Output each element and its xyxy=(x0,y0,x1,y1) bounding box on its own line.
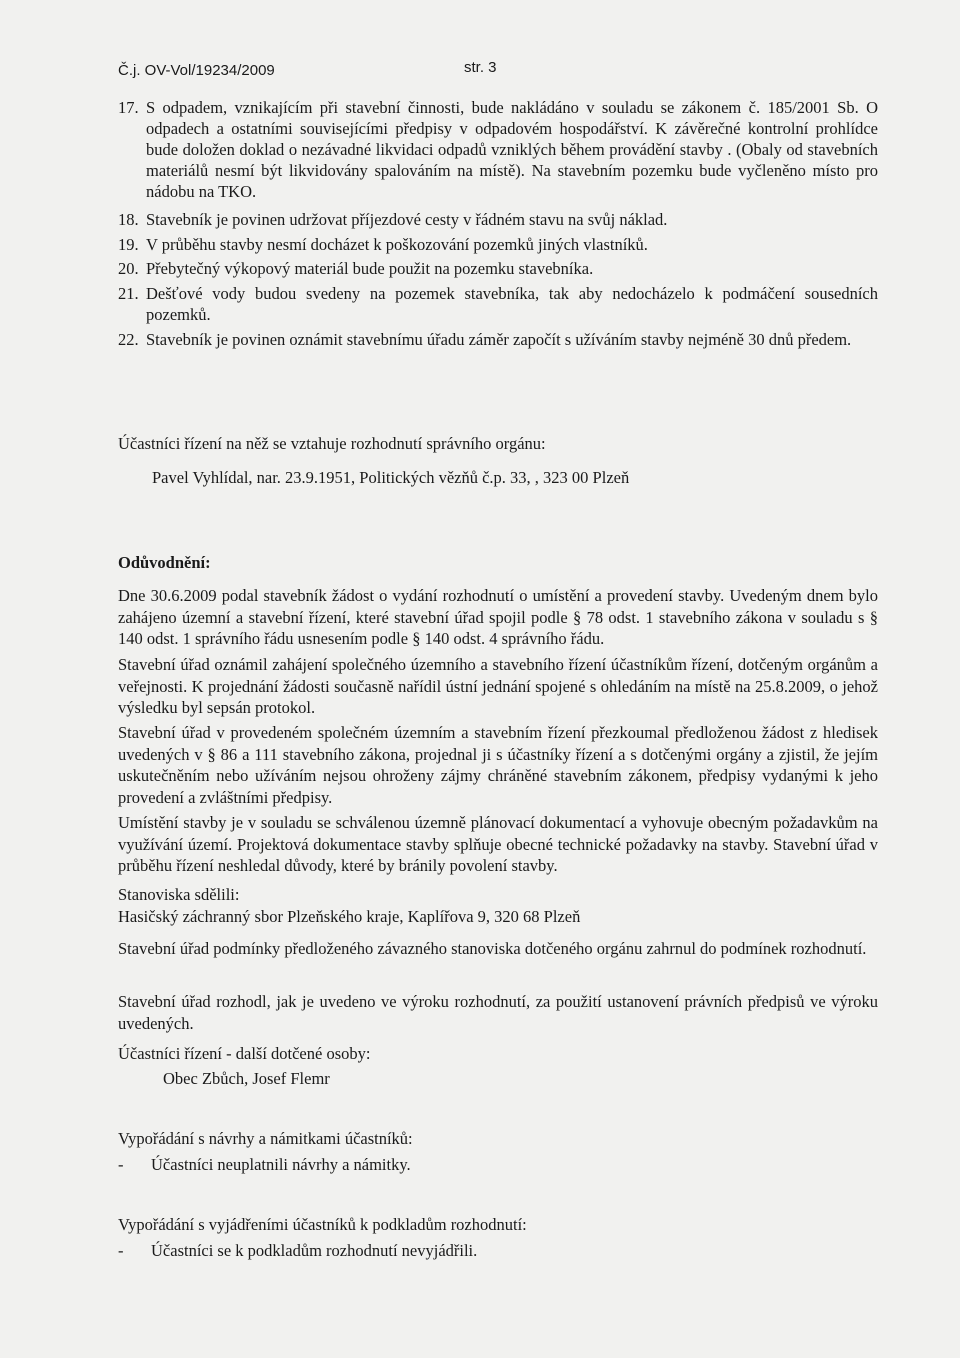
reference-number: Č.j. OV-Vol/19234/2009 xyxy=(118,62,275,79)
condition-number: 20. xyxy=(118,259,139,278)
condition-text: V průběhu stavby nesmí docházet k poškozování pozemků jiných vlastníků. xyxy=(146,235,648,254)
condition-item xyxy=(118,283,878,325)
participants-heading: Účastníci řízení na něž se vztahuje rozhodnutí správního orgánu: xyxy=(118,434,546,453)
opinions-label: Stanoviska sdělili: xyxy=(118,885,240,904)
proposals-heading: Vypořádání s návrhy a námitkami účastníků: xyxy=(118,1129,413,1148)
list-marker: - xyxy=(118,1155,124,1174)
reasoning-heading: Odůvodnění: xyxy=(118,553,211,572)
condition-text: Stavebník je povinen oznámit stavebnímu úřadu záměr započít s užíváním stavby nejméně 30 dnů předem. xyxy=(146,330,852,349)
condition-number: 17. xyxy=(118,98,139,117)
condition-item xyxy=(118,97,878,202)
participant-name: Pavel Vyhlídal, nar. 23.9.1951, Politických vězňů č.p. 33, , 323 00 Plzeň xyxy=(152,468,630,487)
condition-item xyxy=(118,329,878,350)
condition-number: 18. xyxy=(118,210,139,229)
condition-item xyxy=(118,258,878,279)
conditions-paragraph: Stavební úřad podmínky předloženého závazného stanoviska dotčeného orgánu zahrnul do podmínek rozhodnutí. xyxy=(118,939,867,958)
reasoning-paragraph: Umístění stavby je v souladu se schválenou územně plánovací dokumentací a vyhovuje obecným požadavkům na využívání území. Projektová dokumentace stavby splňuje obecné technické požadavky na stavby. Stavební úřad v průběhu řízení neshledal důvody, které by bránily povolení stavby. xyxy=(118,813,878,875)
other-participants: Obec Zbůch, Josef Flemr xyxy=(163,1069,330,1088)
condition-text: S odpadem, vznikajícím při stavební činnosti, bude nakládáno v souladu se zákonem č. 185/2001 Sb. O odpadech a ostatními souvisejícími předpisy v odpadovém hospodářství. K závěrečné kontrolní prohlídce bude doložen doklad o nezávadné likvidaci odpadů vzniklých během provádění stavby . (Obaly od stavebních materiálů nesmí být likvidovány spalováním na místě). Na stavebním pozemku bude vyčleněno místo pro nádobu na TKO. xyxy=(146,98,878,201)
condition-number: 22. xyxy=(118,330,139,349)
condition-item xyxy=(118,209,878,230)
reasoning-paragraph: Dne 30.6.2009 podal stavebník žádost o vydání rozhodnutí o umístění a provedení stavby. Uvedeným dnem bylo zahájeno územní a stavební řízení, které stavební úřad spojil podle § 78 odst. 1 stavebního zákona v souladu s § 140 odst. 1 správního řádu usnesením podle § 140 odst. 4 správního řádu. xyxy=(118,586,878,648)
condition-text: Stavebník je povinen udržovat příjezdové cesty v řádném stavu na svůj náklad. xyxy=(146,210,668,229)
opinions-source: Hasičský záchranný sbor Plzeňského kraje, Kaplířova 9, 320 68 Plzeň xyxy=(118,907,581,926)
condition-number: 21. xyxy=(118,284,139,303)
other-participants-label: Účastníci řízení - další dotčené osoby: xyxy=(118,1044,371,1063)
reasoning-paragraph: Stavební úřad oznámil zahájení společného územního a stavebního řízení účastníkům řízení, dotčeným orgánům a veřejnosti. K projednání žádosti současně nařídil ústní jednání spojené s ohledáním na místě na 25.8.2009, o jehož výsledku byl sepsán protokol. xyxy=(118,655,878,717)
condition-text: Přebytečný výkopový materiál bude použit na pozemku stavebníka. xyxy=(146,259,594,278)
reasoning-paragraph: Stavební úřad v provedeném společném územním a stavebním řízení přezkoumal předloženou žádost z hledisek uvedených v § 86 a 111 stavebního zákona, projednal ji s účastníky řízení a s dotčenými orgány a zjistil, že jejím uskutečněním nebo užíváním nejsou ohroženy zájmy chráněné stavebním zákonem, předpisy vydanými k jeho provedení a zvláštními předpisy. xyxy=(118,723,878,807)
page-number: str. 3 xyxy=(464,59,497,76)
condition-text: Dešťové vody budou svedeny na pozemek stavebníka, tak aby nedocházelo k podmáčení sousedních pozemků. xyxy=(146,284,878,324)
proposals-list-item xyxy=(118,1154,818,1175)
statements-heading: Vypořádání s vyjádřeními účastníků k podkladům rozhodnutí: xyxy=(118,1215,527,1234)
decision-paragraph: Stavební úřad rozhodl, jak je uvedeno ve výroku rozhodnutí, za použití ustanovení právních předpisů ve výroku uvedených. xyxy=(118,992,878,1033)
list-marker: - xyxy=(118,1241,124,1260)
statements-list-item xyxy=(118,1240,818,1261)
statements-item-text: Účastníci se k podkladům rozhodnutí nevyjádřili. xyxy=(151,1241,478,1260)
proposals-item-text: Účastníci neuplatnili návrhy a námitky. xyxy=(151,1155,411,1174)
condition-item xyxy=(118,234,878,255)
condition-number: 19. xyxy=(118,235,139,254)
